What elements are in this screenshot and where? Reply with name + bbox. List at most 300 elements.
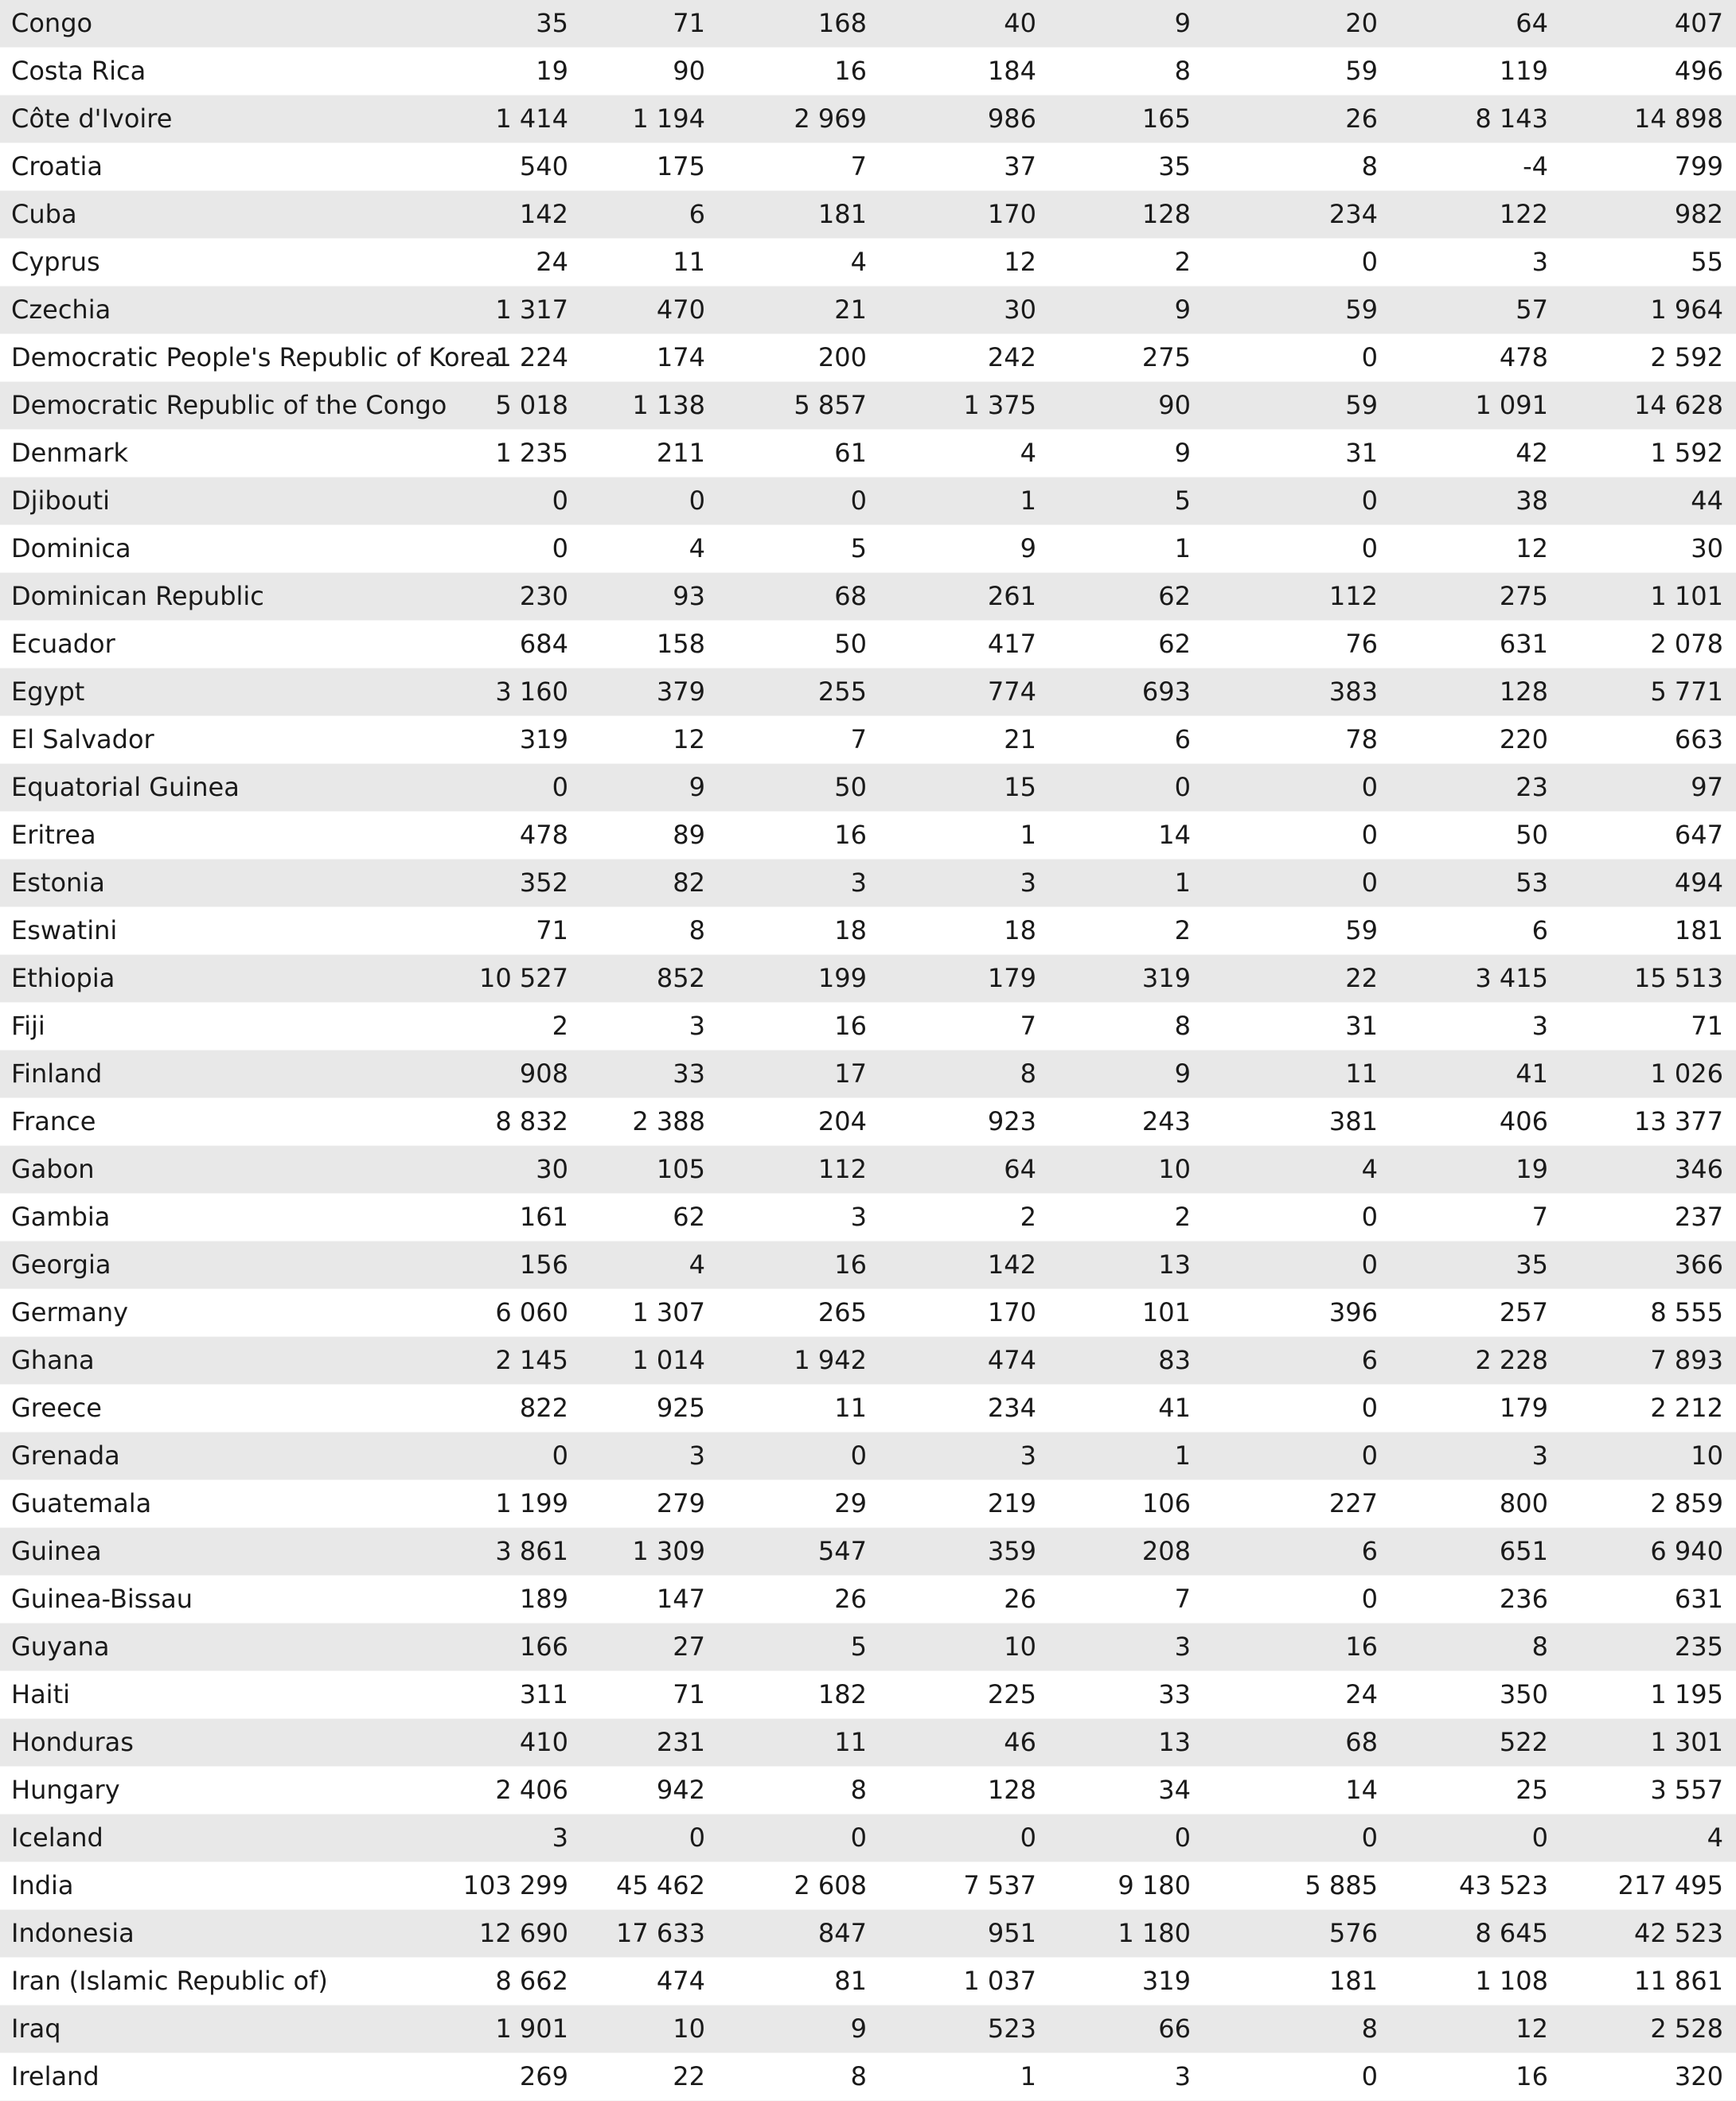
value-cell-col-2: 474 [581,1958,718,2005]
table-row [0,2005,1736,2053]
value-cell-col-2: 174 [581,334,718,382]
country-name-cell: Denmark [0,430,441,477]
value-cell-col-3: 50 [718,621,880,668]
value-cell-col-4: 3 [880,1432,1049,1480]
country-name-cell: France [0,1098,441,1146]
value-cell-col-2: 279 [581,1480,718,1528]
table-row [0,1480,1736,1528]
value-cell-col-5: 2 [1049,239,1203,286]
value-cell-col-1: 822 [441,1385,581,1432]
value-cell-col-8: 14 628 [1561,382,1736,430]
value-cell-col-4: 9 [880,525,1049,573]
table-row [0,143,1736,191]
value-cell-col-7: 651 [1391,1528,1561,1576]
country-name-cell: Estonia [0,860,441,907]
value-cell-col-3: 7 [718,716,880,764]
value-cell-col-5: 62 [1049,573,1203,621]
value-cell-col-1: 156 [441,1242,581,1289]
value-cell-col-5: 9 [1049,430,1203,477]
table-row [0,96,1736,143]
country-name-cell: Egypt [0,668,441,716]
value-cell-col-6: 396 [1203,1289,1391,1337]
value-cell-col-1: 3 861 [441,1528,581,1576]
value-cell-col-8: 647 [1561,812,1736,860]
value-cell-col-4: 30 [880,286,1049,334]
value-cell-col-6: 0 [1203,525,1391,573]
value-cell-col-8: 1 195 [1561,1671,1736,1719]
value-cell-col-5: 319 [1049,1958,1203,2005]
value-cell-col-5: 2 [1049,1194,1203,1242]
table-row [0,764,1736,812]
value-cell-col-6: 0 [1203,477,1391,525]
value-cell-col-3: 16 [718,1003,880,1050]
value-cell-col-1: 410 [441,1719,581,1767]
value-cell-col-7: 2 228 [1391,1337,1561,1385]
value-cell-col-8: 663 [1561,716,1736,764]
value-cell-col-4: 179 [880,955,1049,1003]
value-cell-col-8: 407 [1561,0,1736,48]
value-cell-col-8: 181 [1561,907,1736,955]
value-cell-col-2: 11 [581,239,718,286]
value-cell-col-7: 7 [1391,1194,1561,1242]
country-name-cell: Côte d'Ivoire [0,96,441,143]
value-cell-col-5: 0 [1049,1814,1203,1862]
value-cell-col-4: 3 [880,860,1049,907]
value-cell-col-1: 12 690 [441,1910,581,1958]
country-name-cell: Germany [0,1289,441,1337]
value-cell-col-1: 3 [441,1814,581,1862]
value-cell-col-6: 383 [1203,668,1391,716]
value-cell-col-6: 14 [1203,1767,1391,1814]
value-cell-col-6: 0 [1203,1385,1391,1432]
table-row [0,1958,1736,2005]
value-cell-col-4: 12 [880,239,1049,286]
value-cell-col-7: 3 [1391,1432,1561,1480]
value-cell-col-3: 26 [718,1576,880,1624]
table-row [0,907,1736,955]
value-cell-col-6: 576 [1203,1910,1391,1958]
value-cell-col-8: 7 893 [1561,1337,1736,1385]
value-cell-col-4: 1 [880,812,1049,860]
value-cell-col-1: 0 [441,525,581,573]
value-cell-col-3: 182 [718,1671,880,1719]
value-cell-col-8: 1 026 [1561,1050,1736,1098]
value-cell-col-8: 71 [1561,1003,1736,1050]
value-cell-col-8: 55 [1561,239,1736,286]
value-cell-col-8: 30 [1561,525,1736,573]
country-name-cell: Haiti [0,1671,441,1719]
value-cell-col-7: 406 [1391,1098,1561,1146]
value-cell-col-4: 142 [880,1242,1049,1289]
value-cell-col-2: 93 [581,573,718,621]
value-cell-col-8: 631 [1561,1576,1736,1624]
value-cell-col-6: 112 [1203,573,1391,621]
value-cell-col-6: 26 [1203,96,1391,143]
value-cell-col-2: 942 [581,1767,718,1814]
value-cell-col-4: 170 [880,191,1049,239]
value-cell-col-5: 3 [1049,1624,1203,1671]
country-name-cell: Ghana [0,1337,441,1385]
value-cell-col-7: 800 [1391,1480,1561,1528]
value-cell-col-2: 147 [581,1576,718,1624]
value-cell-col-2: 925 [581,1385,718,1432]
value-cell-col-7: 25 [1391,1767,1561,1814]
value-cell-col-8: 4 [1561,1814,1736,1862]
country-name-cell: Cyprus [0,239,441,286]
value-cell-col-3: 4 [718,239,880,286]
value-cell-col-1: 478 [441,812,581,860]
country-name-cell: Dominican Republic [0,573,441,621]
value-cell-col-6: 4 [1203,1146,1391,1194]
country-name-cell: Finland [0,1050,441,1098]
country-name-cell: Grenada [0,1432,441,1480]
value-cell-col-3: 29 [718,1480,880,1528]
value-cell-col-4: 523 [880,2005,1049,2053]
value-cell-col-4: 21 [880,716,1049,764]
country-name-cell: Djibouti [0,477,441,525]
value-cell-col-3: 2 969 [718,96,880,143]
value-cell-col-3: 2 608 [718,1862,880,1910]
value-cell-col-3: 11 [718,1385,880,1432]
value-cell-col-7: 275 [1391,573,1561,621]
value-cell-col-8: 346 [1561,1146,1736,1194]
country-name-cell: Guinea [0,1528,441,1576]
country-name-cell: Ireland [0,2053,441,2101]
value-cell-col-2: 105 [581,1146,718,1194]
value-cell-col-1: 540 [441,143,581,191]
table-row [0,1194,1736,1242]
country-name-cell: Georgia [0,1242,441,1289]
value-cell-col-3: 7 [718,143,880,191]
value-cell-col-6: 0 [1203,1432,1391,1480]
value-cell-col-1: 2 145 [441,1337,581,1385]
value-cell-col-2: 158 [581,621,718,668]
value-cell-col-4: 986 [880,96,1049,143]
value-cell-col-6: 59 [1203,382,1391,430]
value-cell-col-3: 50 [718,764,880,812]
value-cell-col-8: 235 [1561,1624,1736,1671]
value-cell-col-7: 42 [1391,430,1561,477]
table-row [0,1432,1736,1480]
value-cell-col-8: 320 [1561,2053,1736,2101]
value-cell-col-1: 352 [441,860,581,907]
value-cell-col-8: 799 [1561,143,1736,191]
value-cell-col-5: 165 [1049,96,1203,143]
value-cell-col-8: 2 212 [1561,1385,1736,1432]
value-cell-col-5: 319 [1049,955,1203,1003]
value-cell-col-7: 43 523 [1391,1862,1561,1910]
value-cell-col-2: 0 [581,1814,718,1862]
value-cell-col-2: 90 [581,48,718,96]
value-cell-col-5: 7 [1049,1576,1203,1624]
value-cell-col-4: 923 [880,1098,1049,1146]
value-cell-col-5: 14 [1049,812,1203,860]
value-cell-col-1: 103 299 [441,1862,581,1910]
value-cell-col-5: 208 [1049,1528,1203,1576]
value-cell-col-7: 631 [1391,621,1561,668]
value-cell-col-2: 0 [581,477,718,525]
value-cell-col-4: 37 [880,143,1049,191]
value-cell-col-6: 0 [1203,1194,1391,1242]
value-cell-col-3: 21 [718,286,880,334]
value-cell-col-5: 243 [1049,1098,1203,1146]
value-cell-col-3: 61 [718,430,880,477]
value-cell-col-7: 257 [1391,1289,1561,1337]
value-cell-col-8: 2 078 [1561,621,1736,668]
value-cell-col-7: 122 [1391,191,1561,239]
value-cell-col-2: 1 194 [581,96,718,143]
value-cell-col-6: 6 [1203,1337,1391,1385]
value-cell-col-1: 166 [441,1624,581,1671]
value-cell-col-6: 31 [1203,1003,1391,1050]
value-cell-col-4: 242 [880,334,1049,382]
value-cell-col-2: 12 [581,716,718,764]
value-cell-col-3: 847 [718,1910,880,1958]
value-cell-col-8: 2 528 [1561,2005,1736,2053]
value-cell-col-3: 168 [718,0,880,48]
value-cell-col-5: 9 [1049,1050,1203,1098]
value-cell-col-8: 1 964 [1561,286,1736,334]
country-name-cell: Eritrea [0,812,441,860]
value-cell-col-7: 8 143 [1391,96,1561,143]
value-cell-col-7: 16 [1391,2053,1561,2101]
country-name-cell: Croatia [0,143,441,191]
value-cell-col-5: 9 180 [1049,1862,1203,1910]
value-cell-col-4: 64 [880,1146,1049,1194]
value-cell-col-6: 0 [1203,764,1391,812]
country-name-cell: Ecuador [0,621,441,668]
value-cell-col-4: 2 [880,1194,1049,1242]
value-cell-col-6: 59 [1203,286,1391,334]
value-cell-col-4: 261 [880,573,1049,621]
value-cell-col-8: 217 495 [1561,1862,1736,1910]
table-row [0,0,1736,48]
table-row [0,286,1736,334]
table-row [0,1146,1736,1194]
value-cell-col-5: 8 [1049,48,1203,96]
table-row [0,477,1736,525]
value-cell-col-4: 359 [880,1528,1049,1576]
value-cell-col-6: 0 [1203,334,1391,382]
country-name-cell: Iceland [0,1814,441,1862]
value-cell-col-5: 34 [1049,1767,1203,1814]
table-row [0,382,1736,430]
value-cell-col-8: 15 513 [1561,955,1736,1003]
value-cell-col-4: 7 [880,1003,1049,1050]
value-cell-col-7: 53 [1391,860,1561,907]
value-cell-col-6: 5 885 [1203,1862,1391,1910]
value-cell-col-5: 41 [1049,1385,1203,1432]
value-cell-col-3: 265 [718,1289,880,1337]
value-cell-col-4: 0 [880,1814,1049,1862]
table-row [0,1624,1736,1671]
value-cell-col-3: 199 [718,955,880,1003]
value-cell-col-2: 33 [581,1050,718,1098]
value-cell-col-6: 0 [1203,812,1391,860]
value-cell-col-2: 45 462 [581,1862,718,1910]
value-cell-col-4: 4 [880,430,1049,477]
value-cell-col-3: 68 [718,573,880,621]
value-cell-col-7: 119 [1391,48,1561,96]
value-cell-col-1: 1 199 [441,1480,581,1528]
value-cell-col-1: 0 [441,764,581,812]
value-cell-col-4: 1 375 [880,382,1049,430]
value-cell-col-8: 3 557 [1561,1767,1736,1814]
value-cell-col-4: 219 [880,1480,1049,1528]
value-cell-col-2: 10 [581,2005,718,2053]
country-name-cell: Dominica [0,525,441,573]
value-cell-col-7: 23 [1391,764,1561,812]
value-cell-col-8: 11 861 [1561,1958,1736,2005]
value-cell-col-3: 5 857 [718,382,880,430]
value-cell-col-2: 1 309 [581,1528,718,1576]
value-cell-col-1: 189 [441,1576,581,1624]
country-name-cell: Guyana [0,1624,441,1671]
value-cell-col-8: 2 859 [1561,1480,1736,1528]
country-name-cell: Iraq [0,2005,441,2053]
value-cell-col-2: 3 [581,1432,718,1480]
value-cell-col-1: 319 [441,716,581,764]
value-cell-col-6: 20 [1203,0,1391,48]
value-cell-col-1: 161 [441,1194,581,1242]
value-cell-col-6: 227 [1203,1480,1391,1528]
value-cell-col-2: 71 [581,1671,718,1719]
value-cell-col-3: 16 [718,48,880,96]
value-cell-col-1: 0 [441,1432,581,1480]
value-cell-col-3: 0 [718,1814,880,1862]
value-cell-col-5: 90 [1049,382,1203,430]
value-cell-col-8: 5 771 [1561,668,1736,716]
country-name-cell: Honduras [0,1719,441,1767]
value-cell-col-6: 0 [1203,1814,1391,1862]
value-cell-col-3: 3 [718,1194,880,1242]
value-cell-col-6: 8 [1203,143,1391,191]
value-cell-col-6: 0 [1203,1242,1391,1289]
value-cell-col-8: 496 [1561,48,1736,96]
table-row [0,1576,1736,1624]
table-row [0,1814,1736,1862]
value-cell-col-7: 38 [1391,477,1561,525]
value-cell-col-4: 8 [880,1050,1049,1098]
value-cell-col-2: 89 [581,812,718,860]
value-cell-col-3: 18 [718,907,880,955]
value-cell-col-2: 1 014 [581,1337,718,1385]
value-cell-col-4: 128 [880,1767,1049,1814]
value-cell-col-3: 17 [718,1050,880,1098]
value-cell-col-1: 5 018 [441,382,581,430]
value-cell-col-4: 417 [880,621,1049,668]
value-cell-col-6: 31 [1203,430,1391,477]
value-cell-col-6: 59 [1203,907,1391,955]
table-row [0,1671,1736,1719]
country-name-cell: Guatemala [0,1480,441,1528]
value-cell-col-6: 78 [1203,716,1391,764]
value-cell-col-5: 101 [1049,1289,1203,1337]
table-row [0,2053,1736,2101]
value-cell-col-4: 40 [880,0,1049,48]
value-cell-col-7: 522 [1391,1719,1561,1767]
value-cell-col-2: 2 388 [581,1098,718,1146]
country-name-cell: Cuba [0,191,441,239]
value-cell-col-5: 9 [1049,286,1203,334]
value-cell-col-3: 204 [718,1098,880,1146]
value-cell-col-1: 269 [441,2053,581,2101]
value-cell-col-3: 0 [718,477,880,525]
value-cell-col-7: 1 091 [1391,382,1561,430]
value-cell-col-8: 982 [1561,191,1736,239]
value-cell-col-1: 2 406 [441,1767,581,1814]
value-cell-col-5: 9 [1049,0,1203,48]
value-cell-col-3: 81 [718,1958,880,2005]
value-cell-col-2: 9 [581,764,718,812]
value-cell-col-2: 379 [581,668,718,716]
value-cell-col-7: 179 [1391,1385,1561,1432]
value-cell-col-7: 220 [1391,716,1561,764]
value-cell-col-7: -4 [1391,143,1561,191]
table-row [0,48,1736,96]
value-cell-col-2: 71 [581,0,718,48]
value-cell-col-3: 200 [718,334,880,382]
value-cell-col-4: 1 037 [880,1958,1049,2005]
value-cell-col-1: 142 [441,191,581,239]
table-row [0,1385,1736,1432]
value-cell-col-7: 350 [1391,1671,1561,1719]
country-name-cell: Indonesia [0,1910,441,1958]
value-cell-col-7: 6 [1391,907,1561,955]
value-cell-col-4: 234 [880,1385,1049,1432]
value-cell-col-6: 16 [1203,1624,1391,1671]
value-cell-col-7: 3 415 [1391,955,1561,1003]
value-cell-col-5: 62 [1049,621,1203,668]
value-cell-col-5: 13 [1049,1719,1203,1767]
value-cell-col-8: 6 940 [1561,1528,1736,1576]
value-cell-col-6: 11 [1203,1050,1391,1098]
value-cell-col-5: 10 [1049,1146,1203,1194]
value-cell-col-5: 6 [1049,716,1203,764]
country-name-cell: Greece [0,1385,441,1432]
value-cell-col-8: 97 [1561,764,1736,812]
country-name-cell: Gabon [0,1146,441,1194]
country-name-cell: Iran (Islamic Republic of) [0,1958,441,2005]
value-cell-col-8: 10 [1561,1432,1736,1480]
value-cell-col-7: 3 [1391,239,1561,286]
value-cell-col-6: 0 [1203,1576,1391,1624]
value-cell-col-2: 62 [581,1194,718,1242]
value-cell-col-1: 1 414 [441,96,581,143]
value-cell-col-2: 1 307 [581,1289,718,1337]
value-cell-col-5: 0 [1049,764,1203,812]
value-cell-col-4: 10 [880,1624,1049,1671]
value-cell-col-1: 30 [441,1146,581,1194]
value-cell-col-1: 684 [441,621,581,668]
value-cell-col-2: 231 [581,1719,718,1767]
value-cell-col-8: 237 [1561,1194,1736,1242]
value-cell-col-7: 1 108 [1391,1958,1561,2005]
table-row [0,525,1736,573]
value-cell-col-6: 22 [1203,955,1391,1003]
country-name-cell: Democratic People's Republic of Korea [0,334,441,382]
value-cell-col-2: 175 [581,143,718,191]
value-cell-col-2: 27 [581,1624,718,1671]
value-cell-col-6: 0 [1203,2053,1391,2101]
table-row [0,1242,1736,1289]
value-cell-col-5: 5 [1049,477,1203,525]
value-cell-col-1: 8 662 [441,1958,581,2005]
value-cell-col-3: 255 [718,668,880,716]
value-cell-col-1: 1 235 [441,430,581,477]
table-row [0,334,1736,382]
table-row [0,239,1736,286]
